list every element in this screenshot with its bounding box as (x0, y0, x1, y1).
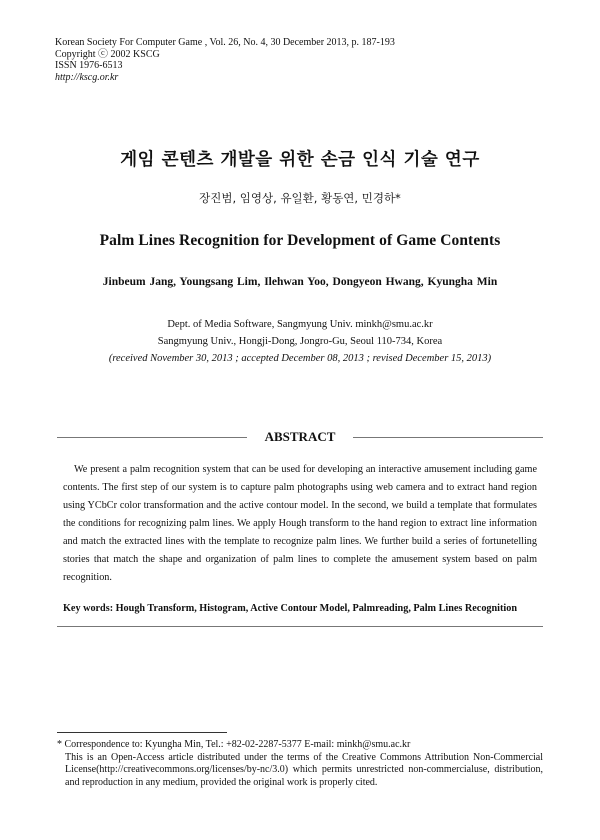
license-note: This is an Open-Access article distributed under the terms of the Creative Commons Attribution Non-Commercial License(http://creativecommons.org/licenses/by-nc/3.0) which permits unrestricted non-commercialuse, distribution, and reproduction in any medium, provided the original work is properly cited. (65, 751, 543, 788)
affiliation-department: Dept. of Media Software, Sangmyung Univ. minkh@smu.ac.kr (167, 319, 433, 330)
journal-citation: Korean Society For Computer Game , Vol. 26, No. 4, 30 December 2013, p. 187-193 (55, 37, 395, 48)
korean-title: 게임 콘텐츠 개발을 위한 손금 인식 기술 연구 (120, 150, 480, 170)
abstract-rule-right (353, 437, 543, 438)
issn-line: ISSN 1976-6513 (55, 60, 123, 71)
abstract-text: We present a palm recognition system that can be used for developing an interactive amusement including game contents. The first step of our system is to capture palm photographs using web camera and to extract hand region using YCbCr color transformation and the active contour model. In the second, we build a template that formulates the conditions for recognizing palm lines. We apply Hough transform to the hand region to extract line information and match the extracted lines with the template to recognize palm lines. We further build a series of fortunetelling stories that match the shape and organization of palm lines to complete the amusement system based on palm recognition. (63, 464, 537, 583)
english-authors: Jinbeum Jang, Youngsang Lim, Ilehwan Yoo, Dongyeon Hwang, Kyungha Min (102, 276, 498, 288)
abstract-heading: ABSTRACT (264, 429, 336, 444)
english-title: Palm Lines Recognition for Development of Game Contents (99, 232, 501, 249)
keywords-rule (57, 626, 543, 627)
footnote-rule (57, 732, 227, 733)
keywords: Key words: Hough Transform, Histogram, Active Contour Model, Palmreading, Palm Lines Recognition (63, 603, 517, 614)
correspondence-note: * Correspondence to: Kyungha Min, Tel.: +82-02-2287-5377 E-mail: minkh@smu.ac.kr (57, 739, 411, 750)
affiliation-address: Sangmyung Univ., Hongji-Dong, Jongro-Gu, Seoul 110-734, Korea (157, 336, 443, 347)
footnote (57, 739, 543, 789)
abstract-body (63, 461, 537, 587)
submission-dates: (received November 30, 2013 ; accepted December 08, 2013 ; revised December 15, 2013) (108, 353, 492, 364)
korean-authors: 장진범, 임영상, 유일환, 황동연, 민경하* (199, 191, 401, 205)
affiliation (0, 316, 600, 367)
journal-header (55, 37, 395, 83)
journal-url[interactable]: http://kscg.or.kr (55, 71, 119, 83)
copyright-line: Copyright ⓒ 2002 KSCG (55, 48, 160, 60)
